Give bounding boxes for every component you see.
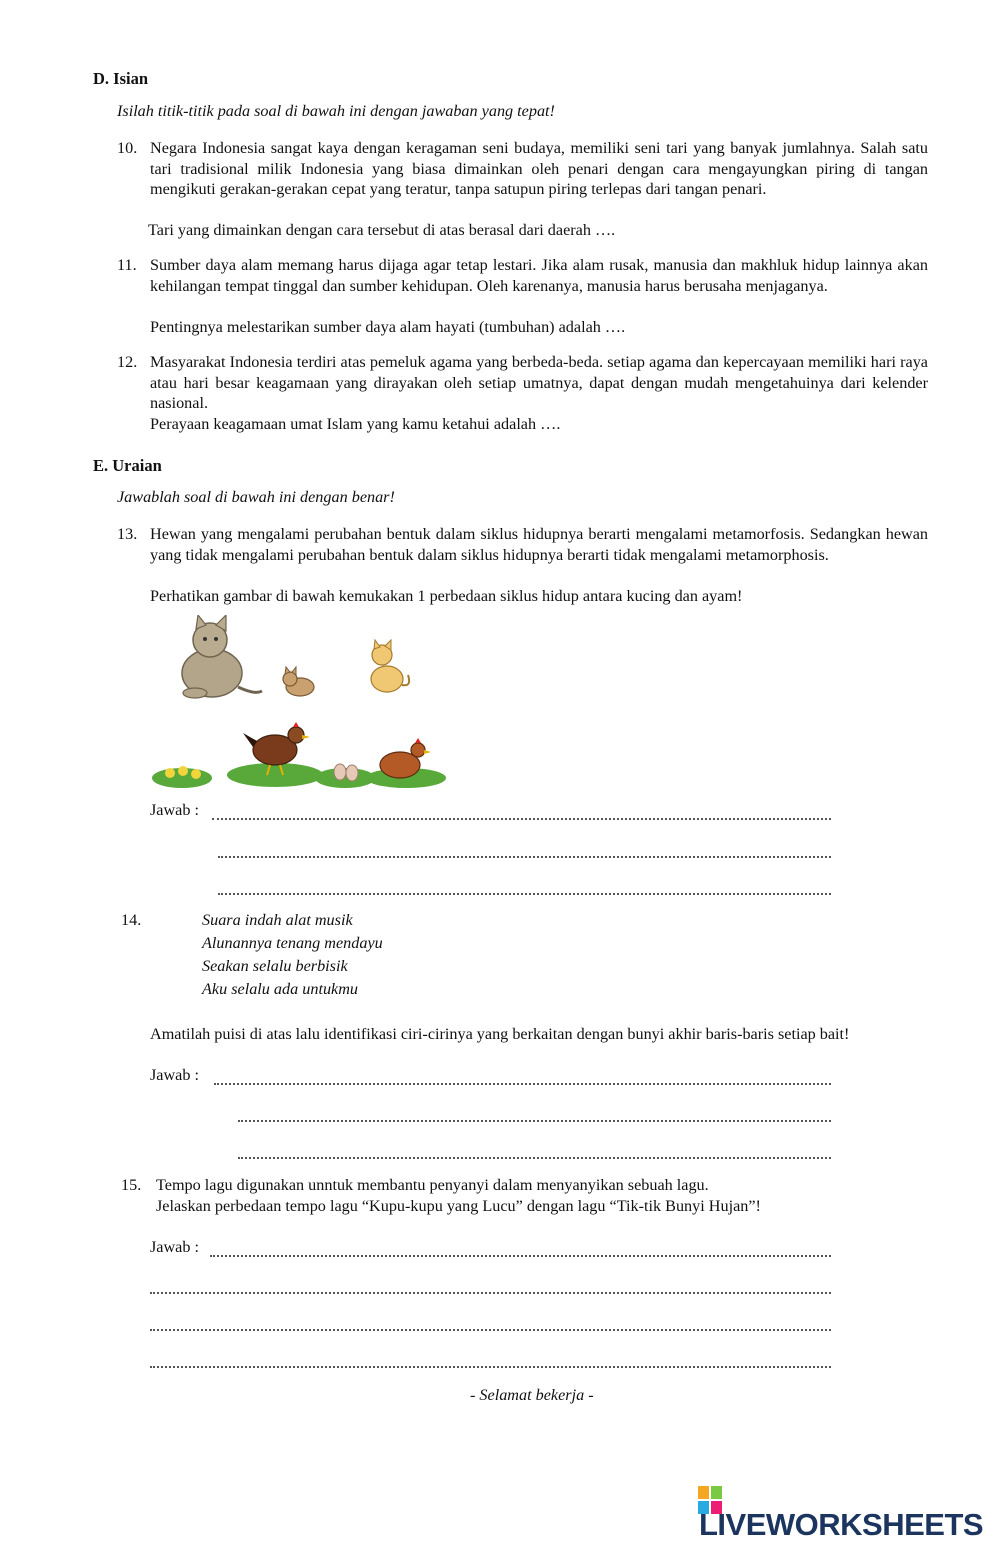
- question-15-answer-line-1[interactable]: [210, 1233, 831, 1257]
- question-14-number: 14.: [121, 911, 142, 929]
- question-15-number: 15.: [121, 1176, 142, 1194]
- poem-line-3: Seakan selalu berbisik: [202, 957, 348, 975]
- question-13-answer-line-1[interactable]: [212, 796, 831, 820]
- question-13-answer-label: Jawab :: [150, 801, 199, 819]
- question-10-paragraph: Negara Indonesia sangat kaya dengan keragaman seni budaya, memiliki seni tari yang banyak jumlahnya. Salah satu tari tradisional milik Indonesia yang biasa dimainkan oleh penari dengan cara mengayungkan piring di tangan mengikuti gerakan-gerakan cepat yang teratur, tanpa satupun piring terlepas dari tangan penari.: [150, 139, 928, 198]
- rooster-image: [366, 738, 446, 788]
- question-13-prompt: Perhatikan gambar di bawah kemukakan 1 perbedaan siklus hidup antara kucing dan ayam!: [150, 587, 743, 605]
- chicks-image: [152, 766, 212, 788]
- brand-name: LIVEWORKSHEETS: [699, 1507, 984, 1542]
- question-10-prompt: Tari yang dimainkan dengan cara tersebut di atas berasal dari daerah ….: [148, 221, 616, 239]
- question-11-number: 11.: [117, 256, 137, 274]
- adult-cat-image: [182, 615, 262, 698]
- question-14-prompt: Amatilah puisi di atas lalu identifikasi ciri-cirinya yang berkaitan dengan bunyi akhir baris-baris setiap bait!: [150, 1025, 850, 1043]
- question-14-answer-line-2[interactable]: [238, 1098, 831, 1122]
- question-12-paragraph: Masyarakat Indonesia terdiri atas pemeluk agama yang berbeda-beda. setiap agama dan kepercayaan memiliki hari raya atau hari besar keagamaan yang dirayakan oleh setiap umatnya, dapat dengan mudah mengetahuinya dari kelender nasional.: [150, 353, 928, 412]
- question-14-answer-line-3[interactable]: [238, 1135, 831, 1159]
- section-d-instruction: Isilah titik-titik pada soal di bawah ini dengan jawaban yang tepat!: [117, 102, 555, 120]
- question-13-answer-line-2[interactable]: [218, 834, 831, 858]
- question-15-answer-label: Jawab :: [150, 1238, 199, 1256]
- life-cycle-illustration: [150, 615, 450, 795]
- closing-text: - Selamat bekerja -: [470, 1386, 594, 1404]
- question-15-line-1: Tempo lagu digunakan unntuk membantu penyanyi dalam menyanyikan sebuah lagu.: [156, 1176, 709, 1194]
- poem-line-2: Alunannya tenang mendayu: [202, 934, 383, 952]
- young-cat-image: [371, 640, 409, 692]
- question-13-answer-line-3[interactable]: [218, 871, 831, 895]
- poem: [202, 910, 383, 1002]
- question-13-number: 13.: [117, 525, 138, 543]
- poem-line-1: Suara indah alat musik: [202, 911, 353, 929]
- hen-image: [227, 722, 323, 787]
- question-15-answer-line-3[interactable]: [150, 1307, 831, 1331]
- question-12-number: 12.: [117, 353, 138, 371]
- question-14-answer-line-1[interactable]: [214, 1061, 831, 1085]
- question-13-paragraph: Hewan yang mengalami perubahan bentuk dalam siklus hidupnya berarti mengalami metamorfosis. Sedangkan hewan yang tidak mengalami perubahan bentuk dalam siklus hidupnya berarti tidak mengalami metamorphosis.: [150, 525, 928, 564]
- question-14-answer-label: Jawab :: [150, 1066, 199, 1084]
- brand-logo[interactable]: [698, 1486, 1000, 1542]
- eggs-image: [315, 764, 375, 788]
- section-e-title: E. Uraian: [93, 456, 162, 475]
- question-11-prompt: Pentingnya melestarikan sumber daya alam hayati (tumbuhan) adalah ….: [150, 318, 626, 336]
- section-d-title: D. Isian: [93, 69, 149, 88]
- question-12-prompt: Perayaan keagamaan umat Islam yang kamu ketahui adalah ….: [150, 415, 561, 433]
- poem-line-4: Aku selalu ada untukmu: [202, 980, 359, 998]
- question-15-line-2: Jelaskan perbedaan tempo lagu “Kupu-kupu yang Lucu” dengan lagu “Tik-tik Bunyi Hujan”!: [156, 1197, 761, 1215]
- kitten-image: [283, 667, 314, 696]
- question-11-paragraph: Sumber daya alam memang harus dijaga agar tetap lestari. Jika alam rusak, manusia dan makhluk hidup lainnya akan kehilangan tempat tinggal dan sumber kehidupan. Oleh karenanya, manusia harus berusaha menjaganya.: [150, 256, 928, 295]
- section-e-instruction: Jawablah soal di bawah ini dengan benar!: [117, 488, 395, 506]
- question-15-answer-line-4[interactable]: [150, 1344, 831, 1368]
- question-10-number: 10.: [117, 139, 138, 157]
- question-15-answer-line-2[interactable]: [150, 1270, 831, 1294]
